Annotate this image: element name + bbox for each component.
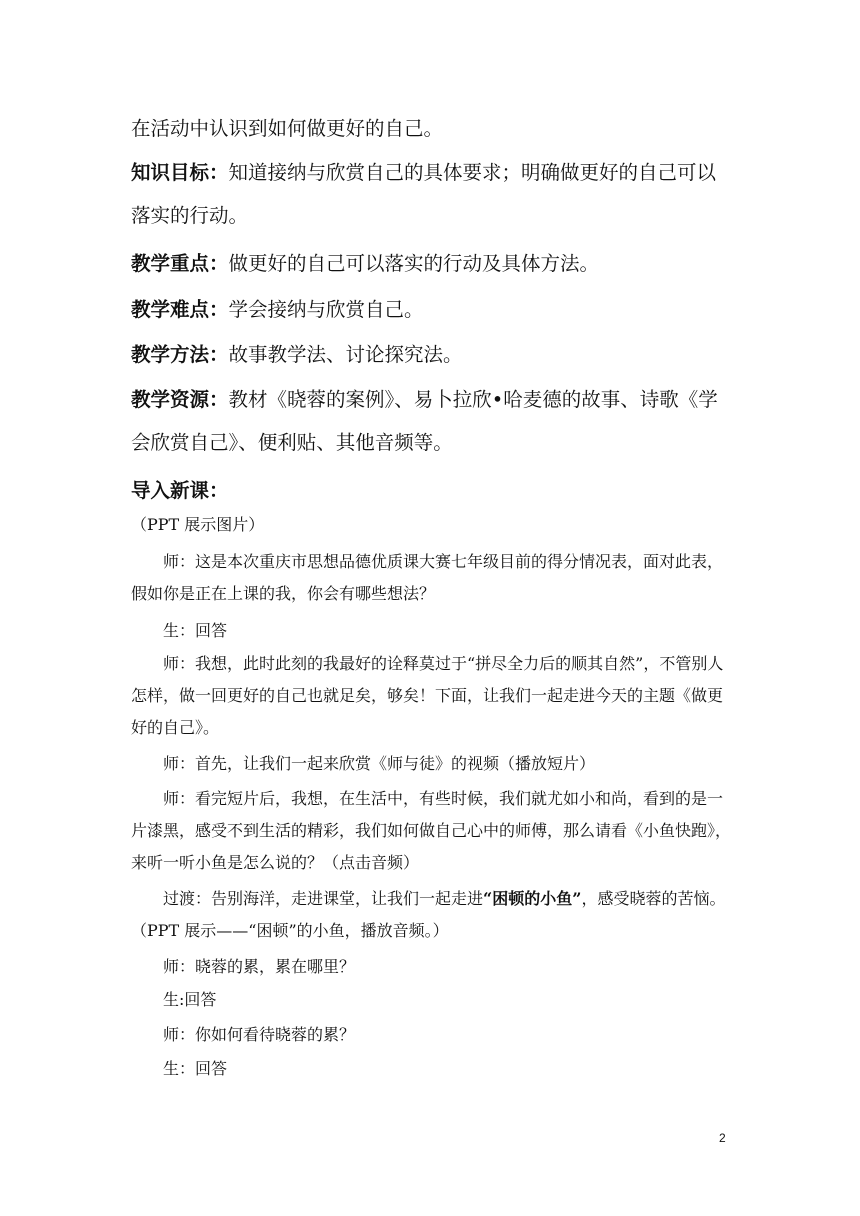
dialogue-line: 师：看完短片后，我想，在生活中，有些时候，我们就尤如小和尚，看到的是一片漆黑，感受不到生活的精彩，我们如何做自己心中的师傅，那么请看《小鱼快跑》，来听一听小鱼是怎么说的？（点击音频） <box>131 789 732 872</box>
teaching-difficulty-label: 教学难点： <box>131 298 229 321</box>
objective-continuation: 在活动中认识到如何做更好的自己。 <box>131 117 444 140</box>
dialogue-line: 生：回答 <box>163 1059 228 1078</box>
knowledge-objective <box>131 151 731 237</box>
teaching-method-label: 教学方法： <box>131 343 229 366</box>
dialogue-emphasis: “困顿的小鱼” <box>483 889 582 908</box>
dialogue-line: 生：回答 <box>163 621 228 640</box>
intro-heading: 导入新课： <box>131 479 229 502</box>
knowledge-objective-label: 知识目标： <box>131 161 229 184</box>
teaching-difficulty-text: 学会接纳与欣赏自己。 <box>228 298 424 321</box>
teaching-key-point-text: 做更好的自己可以落实的行动及具体方法。 <box>228 252 600 275</box>
page-number: 2 <box>719 1131 726 1145</box>
teaching-method-text: 故事教学法、讨论探究法。 <box>228 343 463 366</box>
teaching-resources-text: 教材《晓蓉的案例》、易卜拉欣•哈麦德的故事、诗歌《学会欣赏自己》、便利贴、其他音频等。 <box>131 388 718 454</box>
teaching-key-point <box>131 242 731 285</box>
teaching-method <box>131 333 731 376</box>
dialogue-line: 师：首先，让我们一起来欣赏《师与徒》的视频（播放短片） <box>163 754 596 773</box>
ppt-note: （PPT 展示图片） <box>131 515 265 534</box>
dialogue-line: 师：你如何看待晓蓉的累？ <box>163 1025 356 1044</box>
dialogue-line <box>131 883 733 947</box>
knowledge-objective-text: 知道接纳与欣赏自己的具体要求；明确做更好的自己可以落实的行动。 <box>131 161 717 227</box>
dialogue-line: 生:回答 <box>163 990 217 1009</box>
dialogue-line: 师：晓蓉的累，累在哪里？ <box>163 957 356 976</box>
dialogue-line: 师：我想，此时此刻的我最好的诠释莫过于“拼尽全力后的顺其自然”，不管别人怎样，做一回更好的自己也就足矣，够矣！下面，让我们一起走进今天的主题《做更好的自己》。 <box>131 654 724 737</box>
teaching-resources-label: 教学资源： <box>131 388 229 411</box>
teaching-difficulty <box>131 288 731 331</box>
dialogue-line: 师：这是本次重庆市思想品德优质课大赛七年级目前的得分情况表，面对此表，假如你是正在上课的我，你会有哪些想法？ <box>131 552 724 603</box>
dialogue-text: 过渡：告别海洋，走进课堂，让我们一起走进 <box>163 889 484 908</box>
teaching-resources <box>131 378 731 464</box>
teaching-key-point-label: 教学重点： <box>131 252 229 275</box>
dialogue-text: ，感受晓蓉的苦恼。（PPT 展示——“困顿”的小鱼，播放音频。） <box>131 889 726 940</box>
